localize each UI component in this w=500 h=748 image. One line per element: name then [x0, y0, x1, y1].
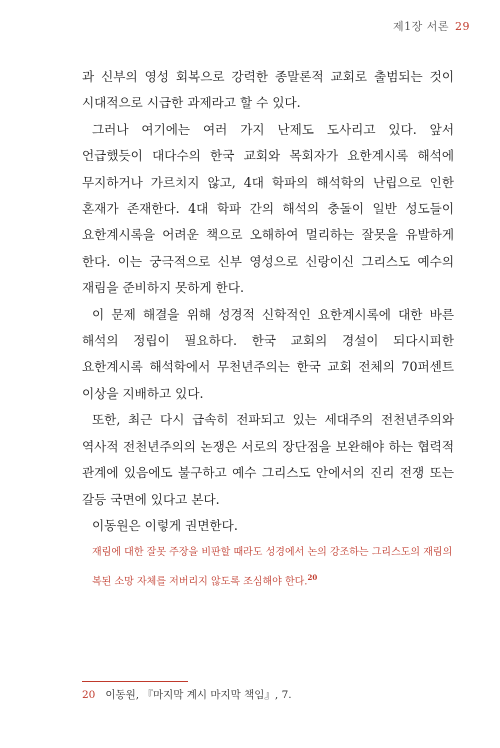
paragraph-3: 이 문제 해결을 위해 성경적 신학적인 요한계시록에 대한 바른 해석의 정립이 필요하다. 한국 교회의 경설이 되다시피한 요한계시록 해석학에서 무천년주의는 한국 교회 전체의 70퍼센트 이상을 지배하고 있다. [82, 306, 454, 401]
block-quote [92, 540, 454, 594]
running-header [393, 18, 470, 34]
footnote-number: 20 [82, 689, 96, 701]
paragraph-5: 이동원은 이렇게 권면한다. [92, 517, 238, 533]
body-text [82, 64, 454, 539]
footnote-reference[interactable]: 20 [307, 573, 318, 582]
paragraph-2: 그러나 여기에는 여러 가지 난제도 도사리고 있다. 앞서 언급했듯이 대다수의 한국 교회와 목회자가 요한계시록 해석에 무지하거나 가르치지 않고, 4대 학파의 해석학의 난립으로 인한 혼재가 존재한다. 4대 학파 간의 해석의 충돌이 일반 성도들이 요한계시록을 어려운 책으로 오해하여 멀리하는 잘못을 유발하게 한다. 이는 궁극적으로 신부 영성으로 신랑이신 그리스도 예수의 재림을 준비하지 못하게 한다. [82, 121, 454, 296]
footnote-text: 이동원, 『마지막 계시 마지막 책임』, 7. [105, 689, 292, 701]
page-number: 29 [455, 20, 470, 33]
footnote [82, 687, 292, 702]
footnote-divider [82, 681, 188, 682]
quote-text: 재림에 대한 잘못 주장을 비판할 때라도 성경에서 논의 강조하는 그리스도의 재림의 복된 소망 자체를 저버리지 않도록 조심해야 한다. [92, 547, 453, 588]
paragraph-4: 또한, 최근 다시 급속히 전파되고 있는 세대주의 전천년주의와 역사적 전천년주의의 논쟁은 서로의 장단점을 보완해야 하는 협력적 관계에 있음에도 불구하고 예수 그리스도 안에서의 진리 전쟁 또는 갈등 국면에 있다고 본다. [82, 412, 454, 507]
paragraph-1: 과 신부의 영성 회복으로 강력한 종말론적 교회로 출범되는 것이 시대적으로 시급한 과제라고 할 수 있다. [82, 69, 454, 111]
chapter-title: 제1장 서론 [393, 20, 449, 33]
